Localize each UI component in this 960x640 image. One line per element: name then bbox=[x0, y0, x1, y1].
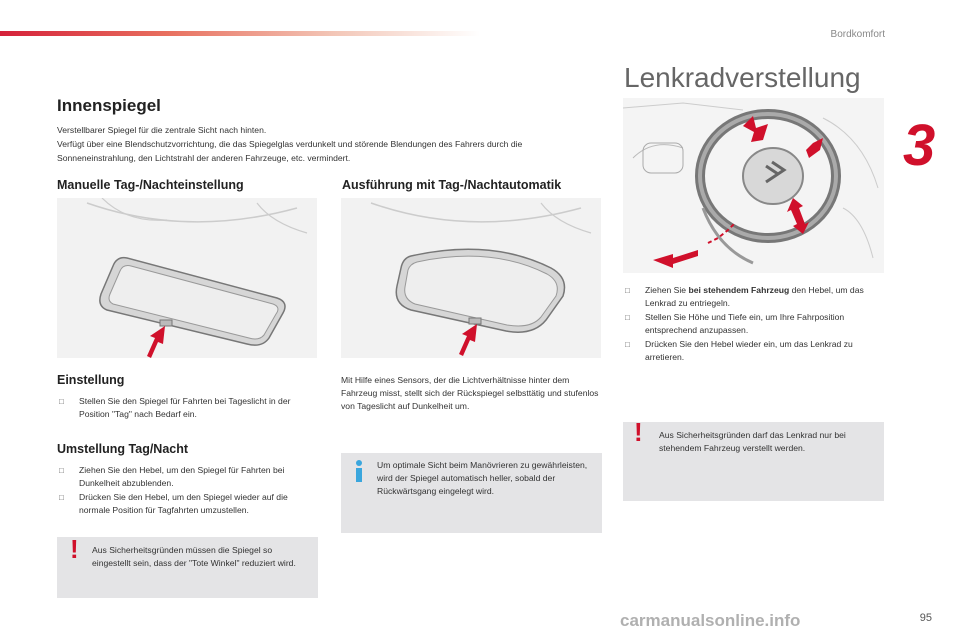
list-item bbox=[57, 491, 312, 517]
intro-text bbox=[57, 123, 597, 165]
bullet-text-bold: bei stehendem Fahrzeug bbox=[688, 285, 790, 295]
exclamation-icon: ! bbox=[70, 534, 79, 564]
exclamation-icon: ! bbox=[634, 417, 643, 447]
bullet-text: Ziehen Sie den Hebel, um den Spiegel für Fahrten bei Dunkelheit abzublenden. bbox=[79, 465, 285, 488]
list-item bbox=[623, 311, 888, 337]
square-bullet-icon: □ bbox=[59, 466, 64, 475]
bullet-text: Stellen Sie den Spiegel für Fahrten bei Tageslicht in der Position "Tag" nach Bedarf ein. bbox=[79, 396, 291, 419]
bullet-text-pre: Drücken Sie den Hebel wieder ein, um das Lenkrad zu arretieren. bbox=[645, 339, 853, 362]
page-number: 95 bbox=[919, 612, 932, 624]
warning-note-steering bbox=[623, 417, 884, 501]
list-item bbox=[623, 338, 888, 364]
bullet-text-pre: Ziehen Sie bbox=[645, 285, 689, 295]
auto-mirror-illustration bbox=[341, 198, 601, 358]
square-bullet-icon: □ bbox=[625, 286, 630, 295]
page-title: Innenspiegel bbox=[57, 96, 161, 115]
square-bullet-icon: □ bbox=[625, 313, 630, 322]
einstellung-heading: Einstellung bbox=[57, 373, 125, 387]
chapter-number: 3 bbox=[903, 113, 934, 178]
einstellung-list bbox=[57, 395, 322, 422]
steering-wheel-svg bbox=[623, 98, 884, 273]
section-title-steering: Lenkradverstellung bbox=[624, 62, 861, 93]
manual-heading: Manuelle Tag-/Nachteinstellung bbox=[57, 178, 244, 192]
bullet-text-post: den Hebel, um das Lenkrad zu entriegeln. bbox=[645, 285, 864, 308]
intro-line-2: Verfügt über eine Blendschutzvorrichtung, die das Spiegelglas verdunkelt und störende Blendungen des Fahrers durch die Sonneneinstrahlung, den Lichtstrahl der anderen Fahrzeuge, etc. vermindert. bbox=[57, 139, 523, 163]
info-text: Um optimale Sicht beim Manövrieren zu gewährleisten, wird der Spiegel automatisch heller, sobald der Rückwärtsgang eingelegt wird. bbox=[377, 460, 588, 496]
intro-line-1: Verstellbarer Spiegel für die zentrale Sicht nach hinten. bbox=[57, 125, 267, 135]
auto-mirror-svg bbox=[341, 198, 601, 358]
umstellung-heading: Umstellung Tag/Nacht bbox=[57, 442, 189, 456]
warning-text: Aus Sicherheitsgründen müssen die Spiegel so eingestellt sein, dass der "Tote Winkel" reduziert wird. bbox=[92, 545, 296, 568]
bullet-text-pre: Stellen Sie Höhe und Tiefe ein, um Ihre Fahrposition entsprechend anzupassen. bbox=[645, 312, 845, 335]
auto-heading: Ausführung mit Tag-/Nachtautomatik bbox=[342, 178, 562, 192]
umstellung-list bbox=[57, 464, 312, 518]
bullet-text: Drücken Sie den Hebel, um den Spiegel wieder auf die normale Position für Tagfahrten umzustellen. bbox=[79, 492, 288, 515]
square-bullet-icon: □ bbox=[59, 493, 64, 502]
section-label: Bordkomfort bbox=[830, 29, 885, 40]
auto-description: Mit Hilfe eines Sensors, der die Lichtverhältnisse hinter dem Fahrzeug misst, stellt sich der Rückspiegel selbsttätig und stufenlos von Tageslicht auf Dunkelheit um. bbox=[341, 375, 599, 411]
list-item bbox=[57, 464, 312, 490]
steering-list bbox=[623, 284, 888, 365]
info-note-mirror bbox=[341, 453, 602, 533]
manual-mirror-illustration bbox=[57, 198, 317, 358]
list-item bbox=[57, 395, 322, 421]
list-item bbox=[623, 284, 888, 310]
warning-note-mirror bbox=[57, 534, 318, 598]
square-bullet-icon: □ bbox=[59, 397, 64, 406]
header-gradient-bar bbox=[0, 31, 480, 36]
info-icon bbox=[351, 459, 367, 483]
steering-wheel-illustration bbox=[623, 98, 884, 273]
square-bullet-icon: □ bbox=[625, 340, 630, 349]
watermark: carmanualsonline.info bbox=[620, 611, 801, 630]
manual-mirror-svg bbox=[57, 198, 317, 358]
warning-text: Aus Sicherheitsgründen darf das Lenkrad nur bei stehendem Fahrzeug verstellt werden. bbox=[659, 430, 846, 453]
